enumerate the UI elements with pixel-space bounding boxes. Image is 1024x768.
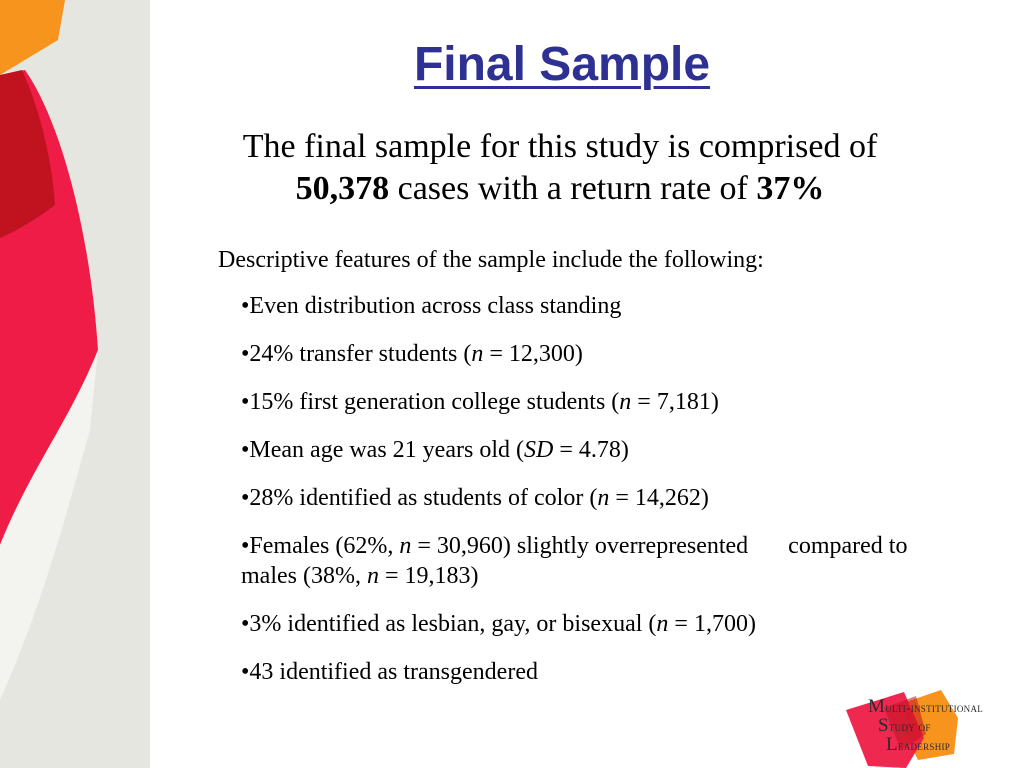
bullet-text: = 19,183)	[378, 563, 479, 589]
logo-initial: S	[878, 715, 889, 736]
bullet-item	[241, 483, 1024, 513]
slide-title: Final Sample	[413, 38, 711, 91]
stat-symbol: n	[597, 485, 610, 511]
logo-initial: M	[868, 696, 886, 717]
stat-symbol: n	[366, 563, 379, 589]
stat-symbol: SD	[523, 437, 554, 463]
bullet-text: •43 identified as transgendered	[241, 659, 538, 685]
bullet-text: = 14,262)	[609, 485, 709, 511]
logo-word: eadership	[897, 738, 951, 753]
logo-word: ulti-institutional	[885, 700, 984, 715]
stat-symbol: n	[399, 533, 412, 559]
lead-cases: 50,378	[295, 170, 390, 207]
bullet-text: •Females (62%,	[241, 533, 400, 559]
bullet-text: •Even distribution across class standing	[241, 293, 622, 319]
bullet-text: = 30,960) slightly overrepresented	[411, 533, 749, 559]
logo-line-3	[868, 736, 983, 755]
bullet-item	[241, 339, 1024, 369]
lead-text-2: cases with a return rate of	[389, 170, 757, 207]
bullet-item	[241, 291, 1024, 321]
bullet-item	[241, 531, 1024, 591]
bullet-text: •3% identified as lesbian, gay, or bisexual (	[241, 611, 657, 637]
side-decoration	[0, 0, 150, 768]
bullet-text: •Mean age was 21 years old (	[241, 437, 524, 463]
logo-word: tudy of	[888, 719, 931, 734]
lead-text-1: The final sample for this study is comprised of	[242, 128, 878, 165]
stat-symbol: n	[471, 341, 484, 367]
bullet-item	[241, 657, 1024, 687]
lead-statement	[180, 126, 940, 210]
bullet-text: •24% transfer students (	[241, 341, 472, 367]
stat-symbol: n	[656, 611, 669, 637]
lead-rate: 37%	[756, 170, 825, 207]
bullet-text: males (38%,	[241, 563, 367, 589]
bullet-item	[241, 435, 1024, 465]
bullet-item	[241, 609, 1024, 639]
intro-text: Descriptive features of the sample include the following:	[218, 247, 764, 273]
bullet-text: compared to	[788, 533, 908, 559]
bullet-text: •28% identified as students of color (	[241, 485, 598, 511]
logo-initial: L	[886, 734, 898, 755]
bullet-text: = 4.78)	[553, 437, 629, 463]
bullet-text: = 7,181)	[631, 389, 719, 415]
bullet-text: •15% first generation college students (	[241, 389, 620, 415]
bullet-item	[241, 387, 1024, 417]
msl-logo-text	[868, 698, 983, 755]
bullet-text: = 12,300)	[483, 341, 583, 367]
stat-symbol: n	[619, 389, 632, 415]
bullet-list	[241, 291, 1024, 705]
bullet-text: = 1,700)	[668, 611, 756, 637]
